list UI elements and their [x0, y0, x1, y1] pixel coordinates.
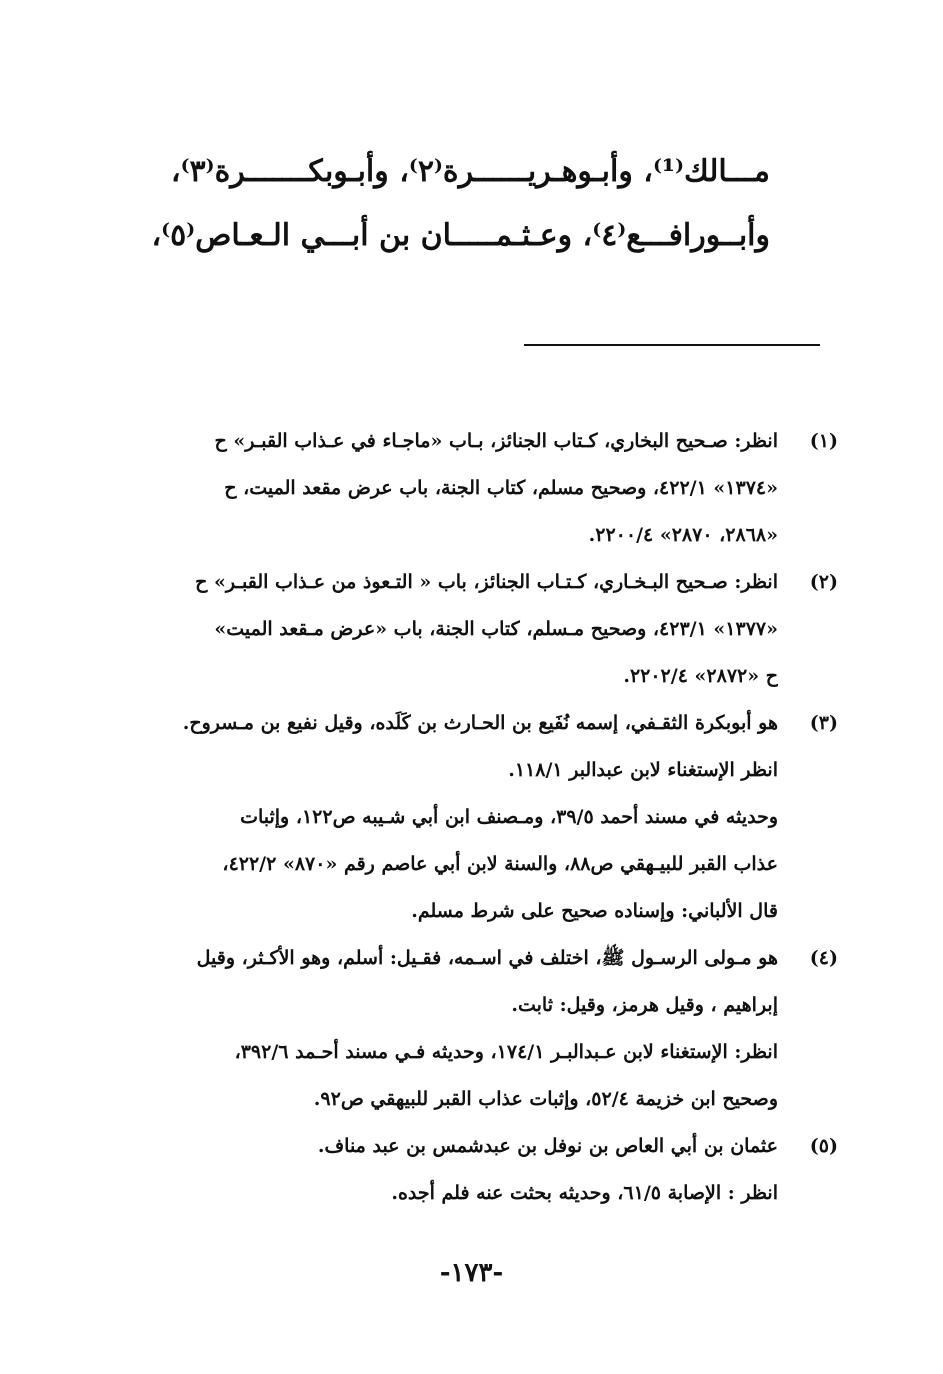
footnote-body: [108, 418, 778, 559]
main-text-line: مـــالك⁽¹⁾، وأبـوهـريــــــرة⁽٢⁾، وأبـوبكـــــــرة⁽٣⁾،: [170, 154, 770, 189]
footnote-line: «٢٨٦٨، ٢٨٧٠» ٢٢٠٠/٤.: [588, 524, 778, 546]
footnote-number: (٥): [809, 1135, 838, 1157]
footnote-line: هو مـولى الرسـول ﷺ، اختلف في اسـمه، فقـيل: أسلم، وهو الأكـثر، وقيل: [196, 947, 778, 969]
footnote-4: [108, 935, 838, 1123]
footnote-number: (١): [809, 430, 838, 452]
footnote-3: [108, 700, 838, 935]
footnote-body: [108, 559, 778, 700]
footnote-separator: [524, 344, 820, 346]
footnote-line: ح «٢٨٧٢» ٢٢٠٢/٤.: [623, 665, 778, 687]
footnote-line: انظر الإستغناء لابن عبدالبر ١١٨/١.: [508, 759, 778, 781]
footnote-body: [108, 935, 778, 1123]
footnote-line: انظر : الإصابة ٦١/٥، وحديثه بحثت عنه فلم أجده.: [391, 1182, 778, 1204]
footnote-line: وصحيح ابن خزيمة ٥٢/٤، وإثبات عذاب القبر للبيهقي ص٩٢.: [313, 1088, 778, 1110]
footnotes-section: [108, 418, 838, 1217]
footnote-line: عذاب القبر للبيـهقي ص٨٨، والسنة لابن أبي عاصم رقم «٨٧٠» ٤٢٢/٢،: [222, 853, 778, 875]
footnote-body: [108, 700, 778, 935]
footnote-line: «١٣٧٤» ٤٢٢/١، وصحيح مسلم، كتاب الجنة، باب عرض مقعد الميت، ح: [224, 477, 778, 499]
footnote-5: [108, 1123, 838, 1217]
main-text-block: [90, 140, 770, 268]
footnote-line: هو أبوبكرة الثقـفي، إسمه نُفَيع بن الحـارث بن كَلَده، وقيل نفيع بن مـسروح.: [182, 712, 778, 734]
footnote-line: قال الألباني: وإسناده صحيح على شرط مسلم.: [411, 900, 778, 922]
footnote-line: انظر: الإستغناء لابن عـبدالبـر ١٧٤/١، وحديثه فـي مسند أحـمد ٣٩٢/٦،: [234, 1041, 778, 1063]
footnote-line: وحديثه في مسند أحمد ٣٩/٥، ومـصنف ابن أبي شـيبه ص١٢٢، وإثبات: [240, 806, 778, 828]
footnote-number: (٣): [809, 712, 838, 734]
footnote-line: عثمان بن أبي العاص بن نوفل بن عبدشمس بن عبد مناف.: [317, 1135, 778, 1157]
footnote-line: انظر: صـحيح البخاري، كـتاب الجنائز، بـاب «ماجـاء في عـذاب القبـر» ح: [214, 430, 778, 452]
footnote-line: «١٣٧٧» ٤٢٣/١، وصحيح مـسلم، كتاب الجنة، باب «عرض مـقعد الميت»: [214, 618, 778, 640]
footnote-1: [108, 418, 838, 559]
page-number: -١٧٣-: [439, 1258, 504, 1288]
footnote-line: إبراهيم ، وقيل هرمز، وقيل: ثابت.: [511, 994, 778, 1016]
footnote-body: [108, 1123, 778, 1217]
main-text-line: وأبــورافـــع⁽٤⁾، وعـثـمـــــان بن أبـــي الـعـاص⁽٥⁾،: [151, 218, 770, 253]
footnote-number: (٢): [809, 571, 838, 593]
footnote-2: [108, 559, 838, 700]
footnote-line: انظر: صـحيح البـخـاري، كـتـاب الجنائز، باب « التـعوذ من عـذاب القبـر» ح: [195, 571, 778, 593]
footnote-number: (٤): [809, 947, 838, 969]
